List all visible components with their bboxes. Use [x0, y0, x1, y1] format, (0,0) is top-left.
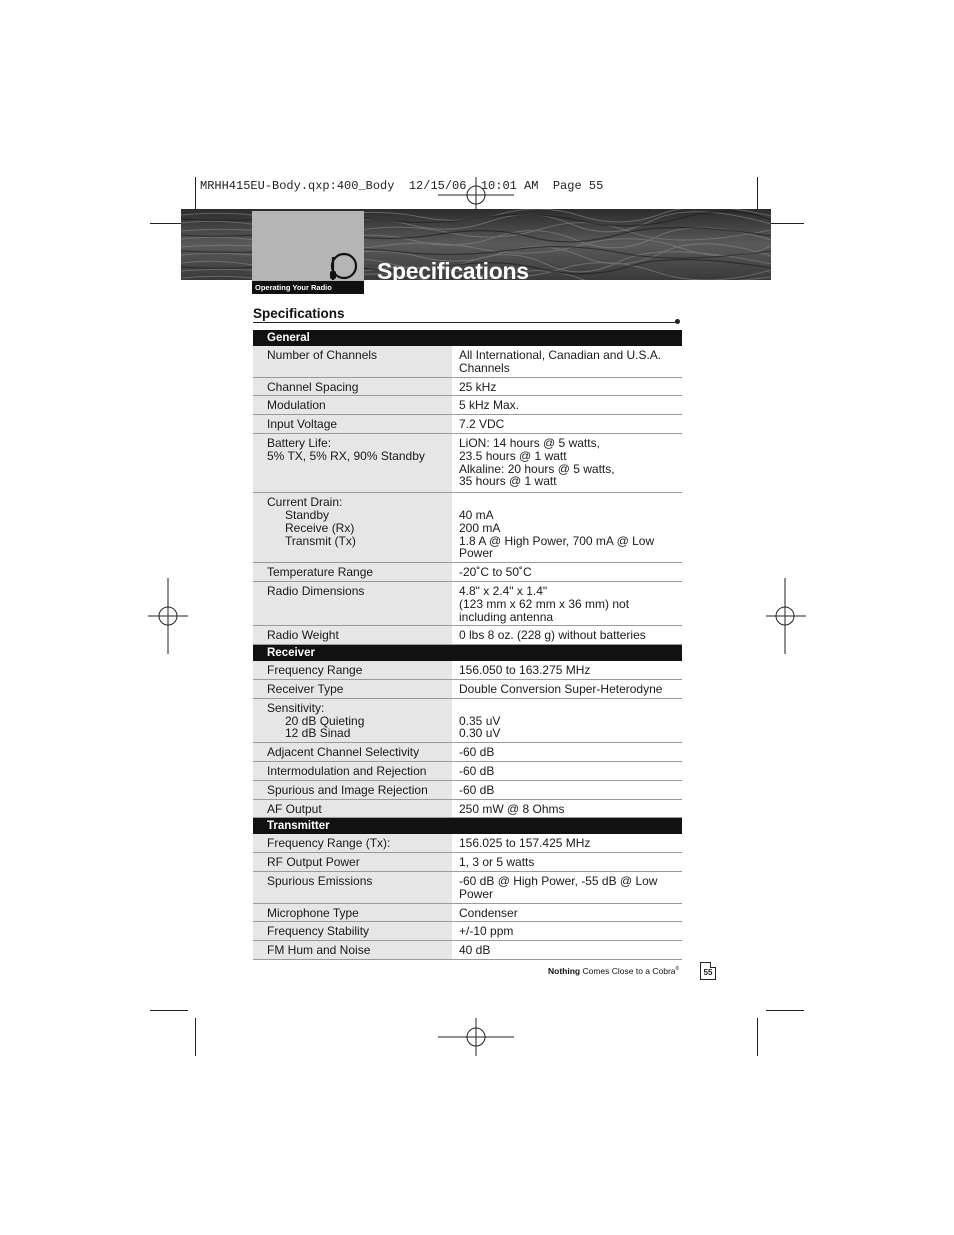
footer-tagline-bold: Nothing [548, 966, 581, 976]
group-heading: General [253, 330, 682, 346]
section-title: Specifications [253, 306, 345, 321]
page-title: Specifications [377, 258, 529, 284]
crop-mark [757, 177, 758, 212]
table-row: Adjacent Channel Selectivity -60 dB [253, 743, 682, 762]
tab-label: Operating Your Radio [252, 281, 364, 294]
print-slug: MRHH415EU-Body.qxp:400_Body 12/15/06 10:01 AM Page 55 [200, 179, 604, 193]
table-row: Microphone Type Condenser [253, 903, 682, 922]
table-row: Frequency Range 156.050 to 163.275 MHz [253, 661, 682, 679]
spec-table [253, 330, 682, 960]
table-row: Current Drain: Standby Receive (Rx) Transmit (Tx) 40 mA 200 mA 1.8 A @ High Power, 700 mA @ Low Power [253, 493, 682, 563]
table-row: Frequency Range (Tx): 156.025 to 157.425 MHz [253, 834, 682, 852]
table-row: Battery Life: 5% TX, 5% RX, 90% Standby LiON: 14 hours @ 5 watts, 23.5 hours @ 1 watt Alkaline: 20 hours @ 5 watts, 35 hours @ 1 watt [253, 433, 682, 492]
page-number: 55 [700, 962, 716, 980]
table-row: Radio Dimensions 4.8" x 2.4" x 1.4" (123 mm x 62 mm x 36 mm) not including antenna [253, 581, 682, 625]
table-row: Receiver Type Double Conversion Super-Heterodyne [253, 679, 682, 698]
crosshair-registration-icon [766, 578, 806, 654]
crop-mark [150, 1010, 188, 1011]
table-row: Sensitivity: 20 dB Quieting 12 dB Sinad 0.35 uV 0.30 uV [253, 698, 682, 742]
crosshair-registration-icon [438, 1018, 514, 1056]
crop-mark [757, 1018, 758, 1056]
group-general [253, 330, 682, 645]
group-receiver [253, 645, 682, 818]
table-row: Frequency Stability +/-10 ppm [253, 922, 682, 941]
headset-icon [328, 250, 360, 282]
section-rule [253, 322, 678, 323]
table-row: Radio Weight 0 lbs 8 oz. (228 g) without batteries [253, 626, 682, 645]
group-transmitter [253, 818, 682, 960]
table-row: Number of Channels All International, Canadian and U.S.A. Channels [253, 346, 682, 377]
registered-mark: ® [675, 966, 680, 973]
table-row: FM Hum and Noise 40 dB [253, 941, 682, 960]
crosshair-registration-icon [148, 578, 188, 654]
footer-tagline-rest: Comes Close to a Cobra [580, 966, 676, 976]
footer-tagline [548, 966, 679, 976]
crop-mark [195, 1018, 196, 1056]
table-row: Input Voltage 7.2 VDC [253, 415, 682, 434]
table-row: RF Output Power 1, 3 or 5 watts [253, 853, 682, 872]
table-row: Channel Spacing 25 kHz [253, 377, 682, 396]
section-tab [252, 211, 364, 294]
crop-mark [766, 223, 804, 224]
table-row: Temperature Range -20˚C to 50˚C [253, 563, 682, 582]
crop-mark [195, 177, 196, 212]
table-row: AF Output 250 mW @ 8 Ohms [253, 799, 682, 818]
table-row: Intermodulation and Rejection -60 dB [253, 761, 682, 780]
group-heading: Receiver [253, 645, 682, 662]
table-row: Modulation 5 kHz Max. [253, 396, 682, 415]
table-row: Spurious Emissions -60 dB @ High Power, -55 dB @ Low Power [253, 871, 682, 903]
group-heading: Transmitter [253, 818, 682, 835]
table-row: Spurious and Image Rejection -60 dB [253, 780, 682, 799]
crop-mark [766, 1010, 804, 1011]
section-rule-dot [675, 319, 680, 324]
